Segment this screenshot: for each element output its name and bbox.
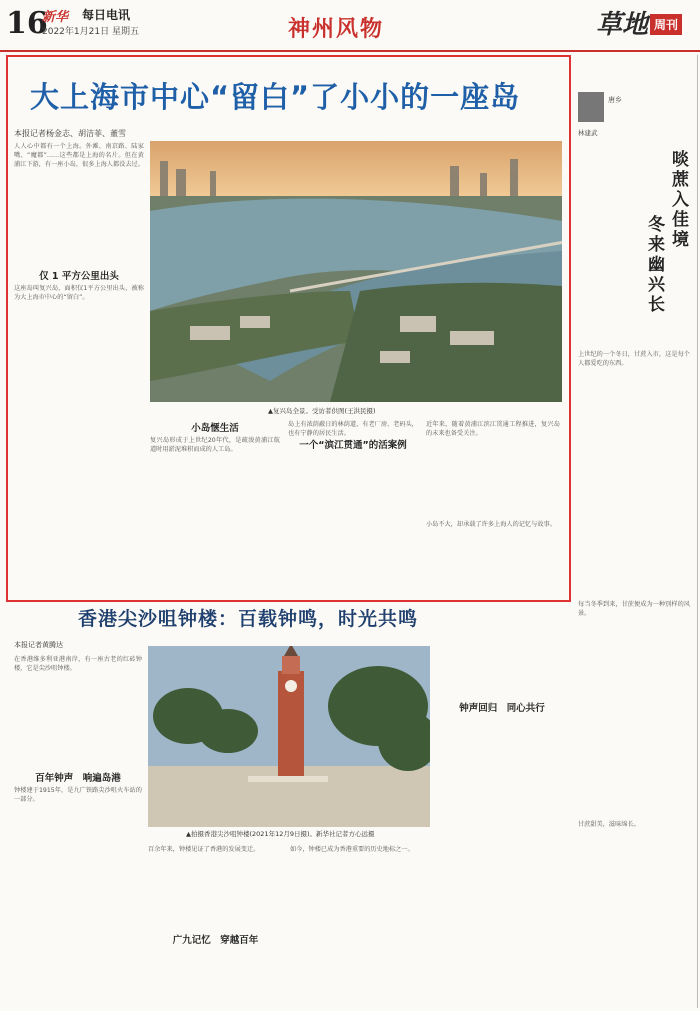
author-thumbnail (578, 92, 604, 122)
brand-suffix: 每日电讯 (82, 8, 131, 22)
article-paragraph: 百余年来，钟楼见证了香港的发展变迁。 (148, 846, 260, 853)
article-paragraph: 复兴岛形成于上世纪20年代，是疏浚黄浦江航道时用淤泥堆积而成的人工岛。 (150, 437, 280, 453)
main-byline: 本报记者杨金志、胡洁菲、董雪 (14, 129, 126, 138)
article-paragraph: 人人心中都有一个上海。外滩、南京路、陆家嘴、“魔都”……这些都是上海的名片。但在黄浦江下游，有一座小岛，很多上海人都没去过。 (14, 143, 144, 168)
weekly-logo: 草地 (596, 10, 649, 40)
subhead: 小岛惬生活 (191, 423, 239, 434)
sidebar-paragraph: 上世纪的一个冬日，甘蔗入市，这是每个人都爱吃的东西。 (578, 351, 690, 367)
subhead: 钟声回归 同心共行 (459, 703, 545, 714)
article-paragraph: 岛上有浓荫蔽日的林荫道，有老厂房、老码头，也有宁静的居民生活。 (288, 421, 418, 437)
sidebar-tag: 唐乡 (608, 96, 622, 104)
subhead: 百年钟声 响遍岛港 (35, 773, 121, 784)
sidebar-paragraph: 每当冬季到来，甘蔗便成为一种别样的风景。 (578, 601, 690, 617)
photo-caption: ▲复兴岛全景。受访者供图(王洪民摄) (268, 407, 376, 415)
island-aerial-photo (150, 141, 562, 402)
article-paragraph: 小岛不大，却承载了许多上海人的记忆与故事。 (426, 521, 556, 528)
photo-caption: ▲拍摄香港尖沙咀钟楼(2021年12月9日摄)。新华社记者方心远摄 (186, 830, 375, 838)
second-byline: 本报记者黄腾达 (14, 641, 63, 649)
sidebar-paragraph: 甘蔗甜美，滋味绵长。 (578, 821, 640, 828)
issue-date: 2022年1月21日 星期五 (42, 27, 139, 37)
second-headline: 香港尖沙咀钟楼：百载钟鸣，时光共鸣 (78, 608, 419, 630)
subhead: 广九记忆 穿越百年 (172, 935, 259, 946)
brand-name: 新华 (42, 10, 69, 25)
main-headline: 大上海市中心“留白”了小小的一座岛 (30, 80, 521, 114)
sidebar-author: 林建武 (578, 129, 598, 137)
sidebar-title-line-2: 冬来幽兴长 (644, 215, 664, 315)
article-paragraph: 在香港维多利亚港南岸，有一座古老的红砖钟楼，它是尖沙咀钟楼。 (14, 656, 142, 672)
article-paragraph: 近年来，随着黄浦江滨江贯通工程推进，复兴岛的未来也备受关注。 (426, 421, 560, 437)
subhead: 一个“滨江贯通”的活案例 (299, 440, 407, 451)
article-paragraph: 如今，钟楼已成为香港重要的历史地标之一。 (290, 846, 414, 853)
weekly-badge: 周刊 (650, 14, 682, 35)
article-paragraph: 钟楼建于1915年，是九广铁路尖沙咀火车站的一部分。 (14, 787, 142, 803)
sidebar-title-line-1: 啖蔗入佳境 (668, 150, 688, 250)
clock-tower-photo (148, 646, 430, 827)
article-paragraph: 这座岛叫复兴岛，面积仅1平方公里出头，被称为大上海市中心的“留白”。 (14, 285, 144, 301)
page-number: 16 (6, 6, 48, 41)
subhead: 仅 1 平方公里出头 (39, 271, 119, 282)
section-title: 神州风物 (288, 17, 385, 42)
